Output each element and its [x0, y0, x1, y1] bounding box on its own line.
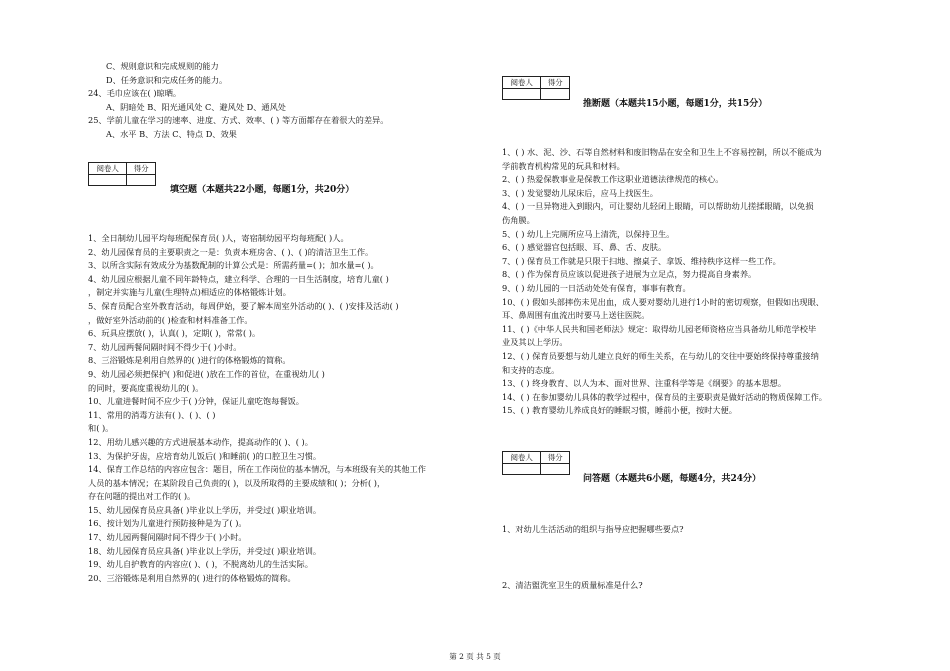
section-title: 填空题（本题共22小题，每题1分，共20分） — [170, 185, 355, 195]
option-line: C、规则意识和完成规则的能力 — [106, 61, 219, 71]
score-label: 得分 — [541, 452, 570, 464]
question-line: 3、( ) 发觉婴幼儿尿床后，应马上找医生。 — [502, 187, 658, 198]
question-line: 6、( ) 感觉器官包括眼、耳、鼻、舌、皮肤。 — [502, 242, 667, 253]
question-line: ，制定并实施与儿童(生理特点)相适应的体格锻炼计划。 — [88, 287, 291, 298]
question-line: 9、( ) 幼儿园的一日活动处处有保育，事事有教育。 — [502, 282, 691, 293]
option-line: D、任务意识和完成任务的能力。 — [106, 74, 228, 85]
question-line: 4、( ) 一旦异物进入到眼内，可让婴幼儿轻闭上眼睛，可以帮助幼儿搓揉眼睛，以免损 — [502, 201, 814, 212]
question-line: 5、保育员配合室外教育活动，每周伊始，要了解本周室外活动的( )、( )安排及活动( ) — [88, 300, 399, 311]
question-line: 7、( ) 保育员工作就是只限于扫地、擦桌子、拿饭、维持秩序这样一些工作。 — [502, 255, 781, 266]
question-line: 25、学前儿童在学习的速率、进度、方式、效率、( ) 等方面都存在着很大的差异。 — [88, 115, 389, 126]
question-line: 1、对幼儿生活活动的组织与指导应把握哪些要点? — [502, 524, 684, 534]
reviewer-label: 阅卷人 — [89, 163, 127, 175]
option-line: A、阴暗处 B、阳光通风处 C、避风处 D、通风处 — [106, 101, 286, 112]
true-false-questions — [502, 146, 902, 418]
question-line: 8、( ) 作为保育员应该以促进孩子进展为立足点，努力提高自身素养。 — [502, 269, 757, 280]
question-line: 20、三浴锻炼是利用自然界的( )进行的体格锻炼的简称。 — [88, 572, 296, 583]
score-label: 得分 — [541, 77, 570, 89]
question-line: 和支持的态度。 — [502, 364, 560, 375]
question-line: 14、( ) 在参加婴幼儿具体的教学过程中，保育员的主要职责是做好活动的物质保障工作。 — [502, 391, 827, 402]
score-label: 得分 — [127, 163, 156, 175]
reviewer-cell — [89, 175, 127, 186]
question-line: 学前教育机构常见的玩具和材料。 — [502, 160, 625, 171]
question-line: 伤角膜。 — [502, 214, 535, 225]
question-line: 2、清洁盥洗室卫生的质量标准是什么? — [502, 580, 643, 590]
question-line: 9、幼儿园必须把保护( )和促进( )放在工作的首位，在重视幼儿( ) — [88, 368, 325, 379]
question-line: 6、玩具应摆放( )，认真( )，定期( )，常常( )。 — [88, 328, 261, 339]
question-line: 12、用幼儿感兴趣的方式进展基本动作，提高动作的( )、( )。 — [88, 436, 313, 447]
score-box — [502, 451, 570, 475]
question-line: 14、保育工作总结的内容应包含：题目，所在工作岗位的基本情况，与本班级有关的其他工作 — [88, 464, 426, 475]
section-title: 推断题（本题共15小题，每题1分，共15分） — [583, 99, 768, 109]
question-line: 人员的基本情况；在某阶段自己负责的( )，以及所取得的主要成绩和( )；分析( )， — [88, 477, 386, 488]
score-cell — [541, 89, 570, 100]
question-line: 11、( )《中华人民共和国老师法》规定：取得幼儿园老师资格应当具备幼儿师范学校毕 — [502, 323, 817, 334]
question-line: 13、为保护牙齿，应培育幼儿饭后( )和睡前( )的口腔卫生习惯。 — [88, 450, 322, 461]
reviewer-label: 阅卷人 — [503, 77, 541, 89]
question-line: 12、( ) 保育员要想与幼儿建立良好的师生关系，在与幼儿的交往中要始终保持尊重接纳 — [502, 350, 819, 361]
question-line: 7、幼儿园两餐间隔时间不得少于( )小时。 — [88, 341, 242, 352]
page-number: 第 2 页 共 5 页 — [449, 652, 501, 661]
score-cell — [127, 175, 156, 186]
question-line: 5、( ) 幼儿上完厕所应马上清洗，以保持卫生。 — [502, 228, 675, 239]
question-line: 11、常用的消毒方法有( )、( )、( ) — [88, 409, 216, 420]
reviewer-cell — [503, 464, 541, 475]
question-line: 15、幼儿园保育员应具备( )毕业以上学历，并受过( )职业培训。 — [88, 504, 322, 515]
question-line: 17、幼儿园两餐间隔时间不得少于( )小时。 — [88, 532, 247, 543]
question-line: 耳、鼻周围有血流出时要马上送往医院。 — [502, 310, 650, 321]
question-line: 18、幼儿园保育员应具备( )毕业以上学历，并受过( )职业培训。 — [88, 545, 322, 556]
question-line: 15、( ) 教育婴幼儿养成良好的睡眠习惯，睡前小便，按时大便。 — [502, 405, 737, 416]
fill-in-questions — [88, 232, 483, 585]
score-box — [88, 162, 156, 186]
question-line: 存在问题的提出对工作的( )。 — [88, 491, 196, 502]
reviewer-label: 阅卷人 — [503, 452, 541, 464]
question-line: 4、幼儿园应根据儿童不同年龄特点，建立科学、合理的一日生活制度，培育儿童( ) — [88, 273, 389, 284]
option-line: A、水平 B、方法 C、特点 D、效果 — [106, 128, 237, 139]
question-line: 10、儿童进餐时间不应少于( )分钟，保证儿童吃饱每餐饭。 — [88, 396, 304, 407]
left-column — [88, 60, 483, 142]
reviewer-cell — [503, 89, 541, 100]
question-line: 16、按计划为儿童进行预防接种是为了( )。 — [88, 518, 247, 529]
section-title: 问答题（本题共6小题，每题4分，共24分） — [583, 474, 762, 484]
question-line: 业及其以上学历。 — [502, 337, 568, 348]
question-line: 2、幼儿园保育员的主要职责之一是：负责本班房舍、( )、( )的清洁卫生工作。 — [88, 246, 374, 257]
question-line: 19、幼儿自护教育的内容应( )、( )，不脱离幼儿的生活实际。 — [88, 559, 313, 570]
question-line: 10、( ) 假如头部摔伤未见出血，成人要对婴幼儿进行1小时的密切观察，但假如出现眼、 — [502, 296, 824, 307]
question-line: 24、毛巾应该在( )晾晒。 — [88, 88, 182, 99]
question-line: 8、三浴锻炼是利用自然界的( )进行的体格锻炼的简称。 — [88, 355, 291, 366]
question-line: 13、( ) 终身教育、以人为本、面对世界、注重科学等是《纲要》的基本思想。 — [502, 378, 787, 389]
question-line: 2、( ) 热爱保教事业是保教工作这职业道德法律规范的核心。 — [502, 174, 724, 185]
question-line: ，做好室外活动前的( )检查和材料准备工作。 — [88, 314, 253, 325]
score-box — [502, 76, 570, 100]
question-line: 的同时，要高度重视幼儿的( )。 — [88, 382, 204, 393]
question-line: 和( )。 — [88, 423, 114, 434]
question-line: 1、全日制幼儿园平均每班配保育员( )人，寄宿制幼园平均每班配( )人。 — [88, 233, 349, 243]
question-line: 1、( ) 水、泥、沙、石等自然材料和废旧物品在安全和卫生上不容易控制，所以不能成为 — [502, 147, 822, 157]
question-line: 3、以所含实际有效成分为基数配制的计算公式是：所需药量=( )；加水量=( )。 — [88, 260, 379, 271]
score-cell — [541, 464, 570, 475]
